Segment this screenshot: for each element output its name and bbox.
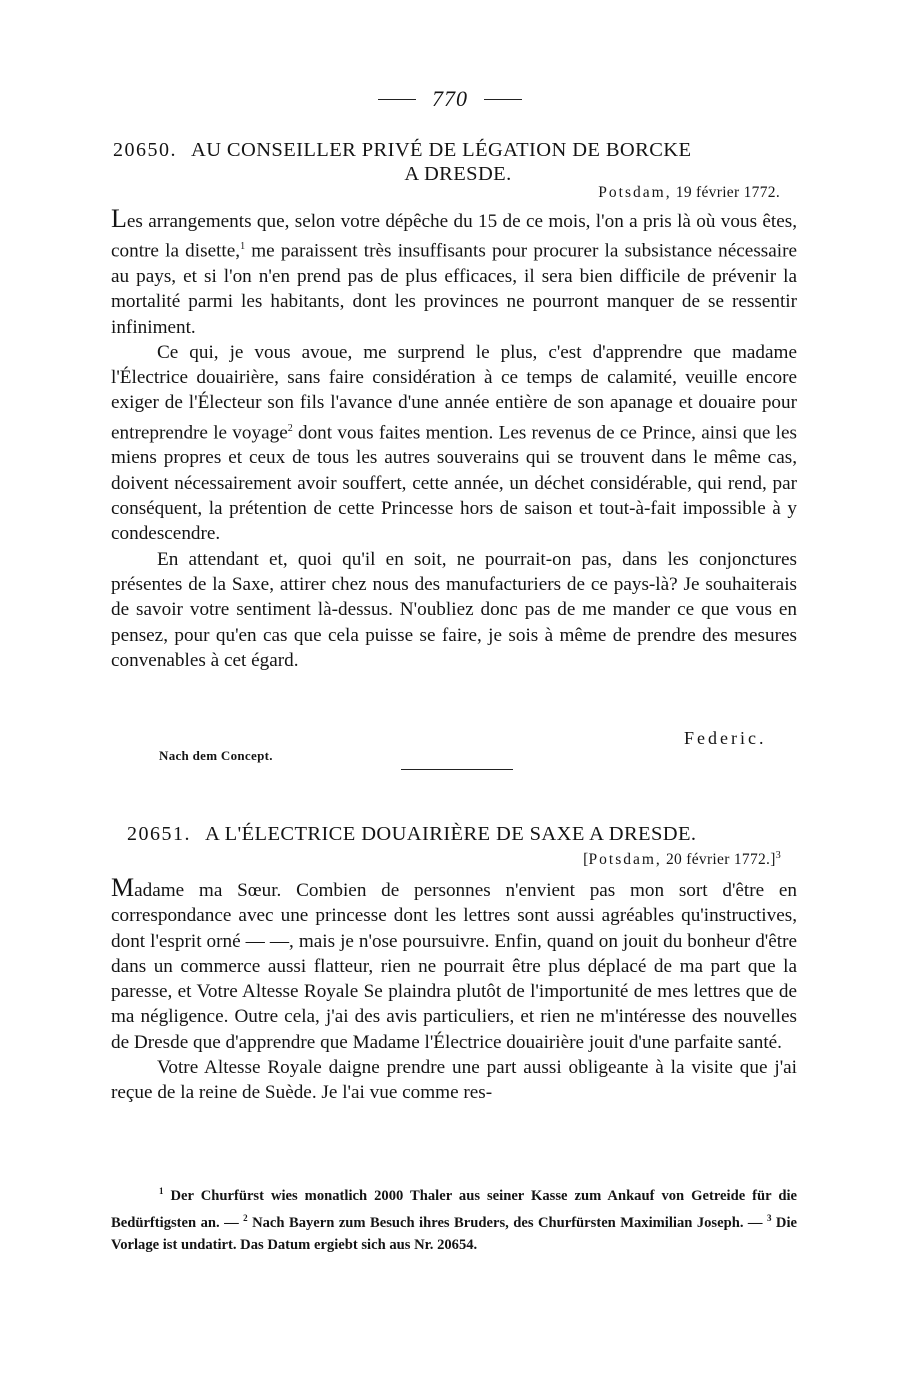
- header-dash-left: [378, 99, 416, 100]
- letter-2-dropcap: M: [111, 873, 135, 902]
- letter-2-place: Potsdam,: [588, 851, 662, 869]
- letter-2-number: 20651.: [127, 823, 191, 845]
- letter-2-paragraph-1: Madame ma Sœur. Combien de personnes n'envient pas mon sort d'être en correspondance avec une princesse dont les lettres sont aussi agréables qu'instructives, dont l'esprit orné — —, mais je n'ose poursuivre. Enfin, quand on jouit du bonheur d'être dans un commerce aussi flatteur, rien ne pourrait être plus déplacé de ma part que la paresse, et Votre Altesse Royale Se plaindra plutôt de l'importunité de mes lettres que de ma négligence. Outre cela, j'ai des avis particuliers, et rien ne m'intéresse des nouvelles de Dresde que d'apprendre que Madame l'Électrice douairière jouit d'une parfaite santé.: [111, 873, 797, 1053]
- letter-1-date: 19 février 1772.: [675, 184, 780, 201]
- letter-1-heading: [113, 137, 803, 163]
- footnote-ref-3: 3: [775, 850, 781, 861]
- letter-1-title-line-1: AU CONSEILLER PRIVÉ DE LÉGATION DE BORCKE: [191, 139, 692, 161]
- letter-2-body: [111, 873, 797, 1106]
- letter-1-title-line-2: A DRESDE.: [404, 163, 512, 185]
- letter-2-paragraph-2: Votre Altesse Royale daigne prendre une part aussi obligeante à la visite que j'ai reçue de la reine de Suède. Je l'ai vue comme res-: [111, 1057, 797, 1104]
- letter-1-source-note: Nach dem Concept.: [159, 748, 273, 763]
- letter-1-number: 20650.: [113, 139, 177, 161]
- letter-1-paragraph-2: Ce qui, je vous avoue, me surprend le plus, c'est d'apprendre que madame l'Électrice douairière, sans faire considération à ce temps de calamité, veuille encore exiger de l'Électeur son fils l'avance d'une année entière de son apanage et douaire pour entreprendre le voyage$^2$ dont vous faites mention. Les revenus de ce Prince, ainsi que les miens propres et ceux de tous les autres souverains qui se trouvent dans le même cas, doivent nécessairement avoir souffert, cette année, un déchet considérable, qui rend, par conséquent, la prétention de cette Princesse hors de saison et tout-à-fait impossible à y condescendre.: [111, 341, 797, 545]
- footnote-1-mark: 1: [159, 1186, 164, 1196]
- page-number: 770: [432, 86, 468, 111]
- letter-1-place: Potsdam,: [598, 184, 672, 201]
- footnotes: [111, 1180, 797, 1256]
- footnote-3-mark: 3: [766, 1212, 772, 1223]
- footnote-1: Der Churfürst wies monatlich 2000 Thaler aus seiner Kasse zum Ankauf von Getreide für die Bedürftigsten an. —: [111, 1187, 797, 1231]
- letter-2-title: A L'ÉLECTRICE DOUAIRIÈRE DE SAXE A DRESDE.: [205, 823, 697, 845]
- footnote-ref-1: 1: [240, 241, 246, 253]
- letter-1-dropcap: L: [111, 204, 127, 233]
- footnotes-text: [111, 1180, 797, 1256]
- footnote-2-mark: 2: [243, 1212, 248, 1223]
- letter-1-paragraph-1: Les arrangements que, selon votre dépêche du 15 de ce mois, l'on a pris là où vous êtes, contre la disette,$^1$ me paraissent très insuffisants pour procurer la subsistance nécessaire au pays, et si l'on n'en prend pas de plus efficaces, il sera bien difficile de prévenir la mortalité parmi les habitants, dont les provinces ne pourront manquer de se ressentir infiniment.: [111, 204, 798, 338]
- header-dash-right: [484, 99, 522, 100]
- letter-2-date: 20 février 1772.]: [666, 851, 776, 869]
- footnote-2: Nach Bayern zum Besuch ihres Bruders, des Churfürsten Maximilian Joseph. —: [247, 1214, 767, 1231]
- footnote-3: Die Vorlage ist undatirt. Das Datum ergiebt sich aus Nr. 20654.: [111, 1214, 797, 1253]
- page-header: [0, 86, 900, 116]
- letter-1-body: [111, 204, 798, 673]
- section-divider: [401, 769, 513, 770]
- letter-1-dateline: [480, 184, 780, 202]
- letter-1-paragraph-3: En attendant et, quoi qu'il en soit, ne pourrait-on pas, dans les conjonctures présentes de la Saxe, attirer chez nous des manufacturiers de ce pays-là? Je souhaiterais de savoir votre sentiment là-dessus. N'oubliez donc pas de me mander ce que vous en pensez, pour qu'en cas que cela puisse se faire, je sois à même de prendre des mesures convenables à cet égard.: [111, 548, 797, 671]
- letter-1-signature: Federic.: [684, 728, 767, 748]
- letter-2-dateline: [Potsdam, 20 février 1772.]$^3$: [583, 850, 781, 869]
- letter-2-heading: [127, 821, 817, 847]
- footnote-ref-2: 2: [287, 422, 293, 434]
